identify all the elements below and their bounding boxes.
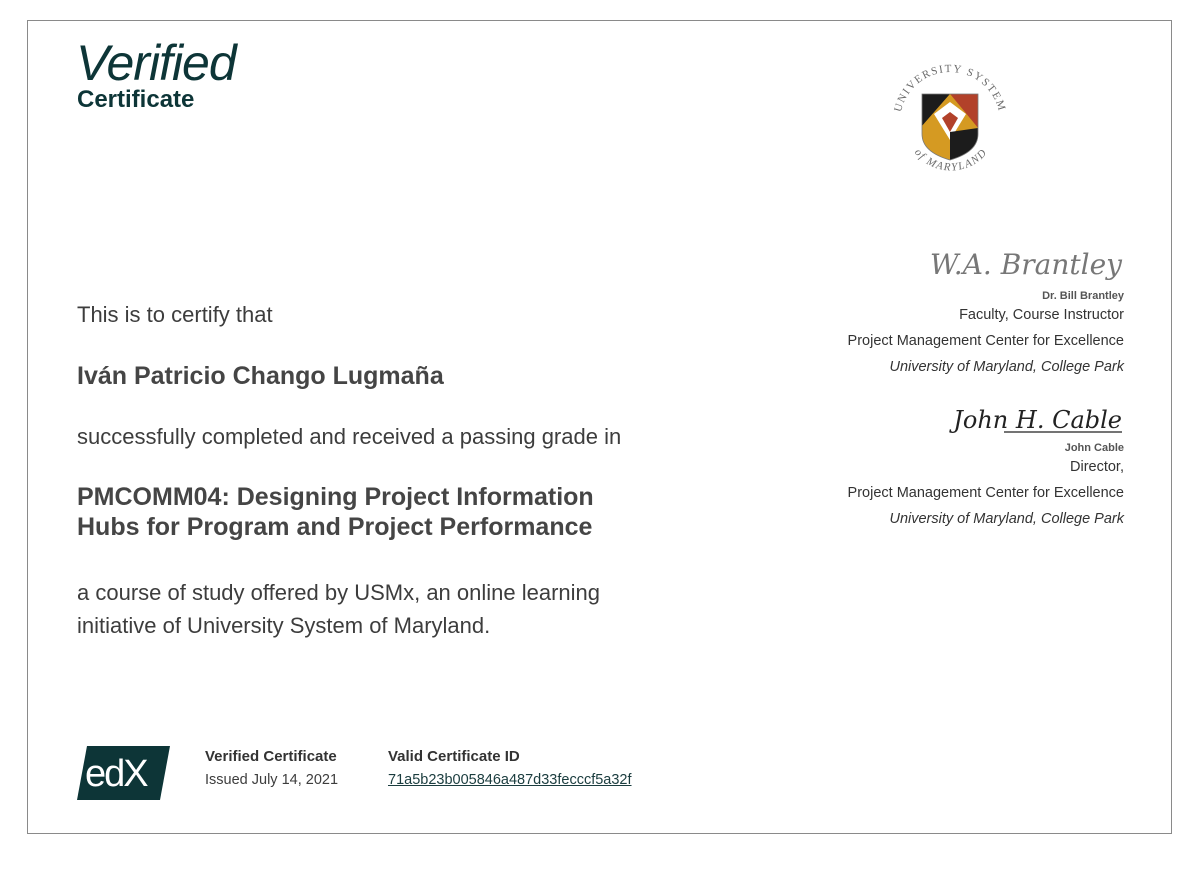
signatory-block-1: [724, 236, 1124, 380]
signatory-name: Dr. Bill Brantley: [1042, 290, 1124, 302]
university-seal-logo: [884, 56, 1016, 188]
signature-brantley: [929, 236, 1124, 288]
signature-cable: [953, 396, 1124, 440]
course-offered-statement: a course of study offered by USMx, an online learning initiative of University System of Maryland.: [77, 580, 601, 638]
cert-id-label: Valid Certificate ID: [388, 748, 520, 765]
signatory-name: John Cable: [1064, 442, 1124, 454]
signatory-department: Project Management Center for Excellence: [847, 333, 1124, 349]
signatory-block-2: [724, 396, 1124, 532]
signatory-organization: University of Maryland, College Park: [889, 511, 1124, 527]
signatory-department: Project Management Center for Excellence: [847, 485, 1124, 501]
course-title: PMCOMM04: Designing Project Information Hubs for Program and Project Performance: [77, 483, 594, 541]
issue-date: Issued July 14, 2021: [205, 772, 339, 788]
cert-id-link[interactable]: 71a5b23b005846a487d33fecccf5a32f: [388, 772, 632, 788]
certificate-subtitle: Certificate: [77, 86, 195, 113]
seal-text-top: UNIVERSITY SYSTEM: [892, 62, 1008, 114]
recipient-name: Iván Patricio Chango Lugmaña: [77, 362, 444, 390]
seal-text-bottom: of MARYLAND: [912, 146, 990, 174]
edx-logo: [77, 746, 170, 800]
cert-id-column: [388, 747, 632, 793]
svg-text:W.A. Brantley: W.A. Brantley: [929, 248, 1122, 281]
signatory-title: Director,: [1070, 459, 1124, 475]
signatory-organization: University of Maryland, College Park: [889, 359, 1124, 375]
certify-statement: This is to certify that: [77, 302, 273, 327]
certificate-title: Verified: [76, 35, 236, 91]
cert-type-label: Verified Certificate: [205, 748, 337, 765]
svg-text:John H. Cable: John H. Cable: [953, 406, 1122, 434]
svg-text:edX: edX: [85, 753, 147, 795]
cert-type-column: [205, 747, 338, 793]
completion-statement: successfully completed and received a passing grade in: [77, 424, 622, 449]
signatory-title: Faculty, Course Instructor: [959, 307, 1124, 323]
shield-icon: [922, 94, 978, 160]
